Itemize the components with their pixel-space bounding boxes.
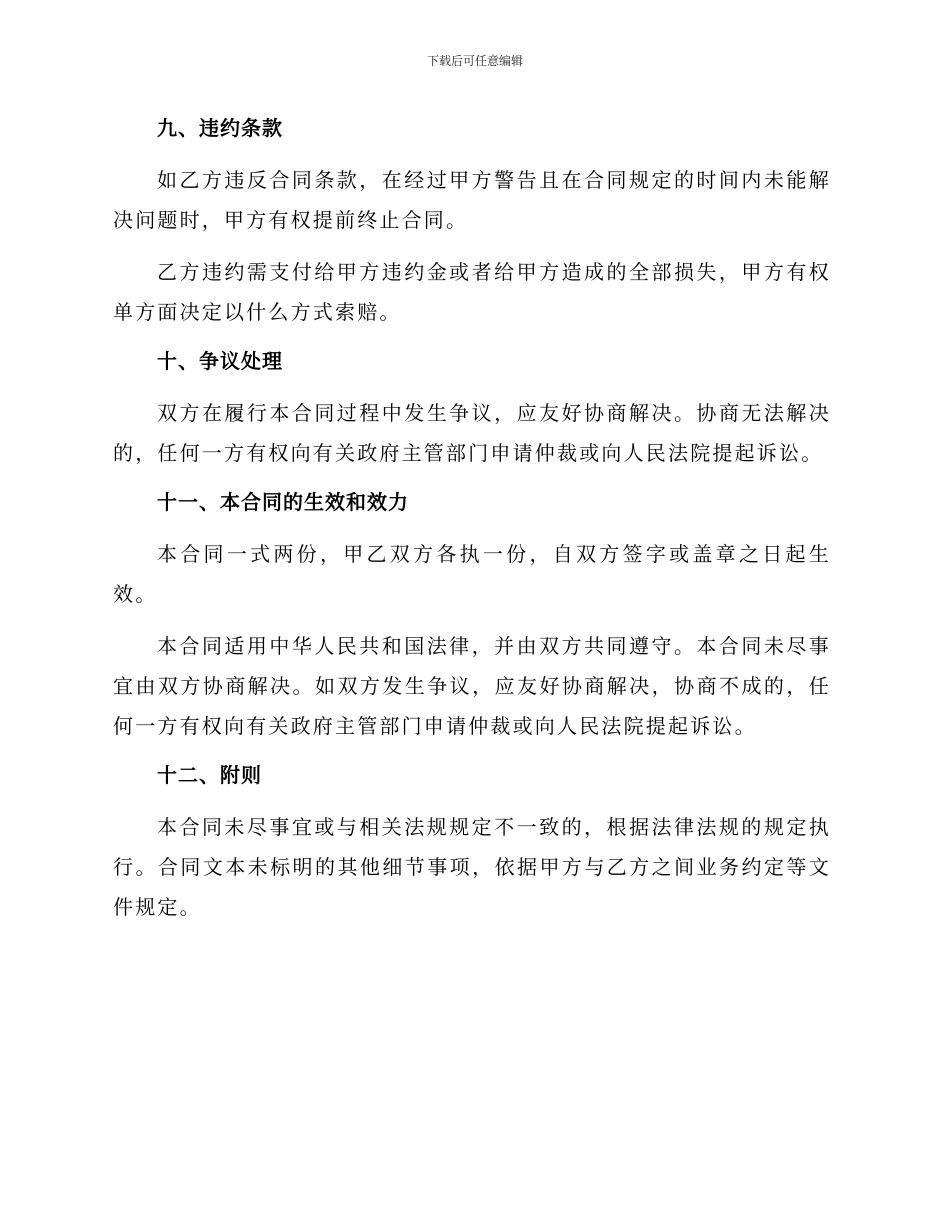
section-heading-breach: 九、违约条款 (157, 116, 283, 140)
section-heading-supplementary: 十二、附则 (157, 763, 262, 787)
document-body (113, 108, 831, 927)
paragraph-effect-2: 本合同适用中华人民共和国法律，并由双方共同遵守。本合同未尽事宜由双方协商解决。如双方发生争议，应友好协商解决，协商不成的，任何一方有权向有关政府主管部门申请仲裁或向人民法院提起诉讼。 (113, 634, 831, 738)
section-heading-effect: 十一、本合同的生效和效力 (157, 490, 409, 514)
paragraph-breach-2: 乙方违约需支付给甲方违约金或者给甲方造成的全部损失，甲方有权单方面决定以什么方式索赔。 (113, 260, 831, 324)
paragraph-supplementary-1: 本合同未尽事宜或与相关法规规定不一致的，根据法律法规的规定执行。合同文本未标明的其他细节事项，依据甲方与乙方之间业务约定等文件规定。 (113, 815, 831, 919)
section-heading-dispute: 十、争议处理 (157, 349, 283, 373)
paragraph-effect-1: 本合同一式两份，甲乙双方各执一份，自双方签字或盖章之日起生效。 (113, 542, 831, 606)
page-header: 下载后可任意编辑 (426, 54, 523, 68)
paragraph-dispute-1: 双方在履行本合同过程中发生争议，应友好协商解决。协商无法解决的，任何一方有权向有关政府主管部门申请仲裁或向人民法院提起诉讼。 (113, 401, 831, 465)
paragraph-breach-1: 如乙方违反合同条款，在经过甲方警告且在合同规定的时间内未能解决问题时，甲方有权提前终止合同。 (113, 168, 831, 232)
